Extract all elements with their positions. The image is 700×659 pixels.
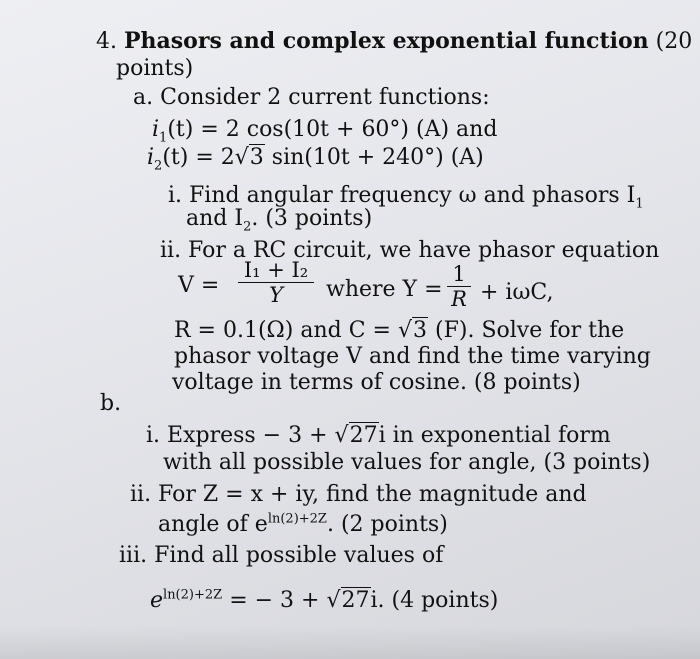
current-i2-equation: $i_2(t) = 2√3$ sin(10t + 240°) (A) (147, 145, 484, 174)
part-b-sub-i-line2: with all possible values for angle, (3 points) (163, 450, 651, 475)
eq-v-lhs: V = (178, 273, 220, 298)
part-b-sub-iii-line2: $e^{ln(2)+2Z}$ = − 3 + √27i. (4 points) (150, 587, 499, 613)
problem-number: 4. (96, 29, 117, 54)
sqrt-symbol: √3 (398, 318, 428, 343)
part-b-sub-iii-line1: iii. Find all possible values of (119, 543, 444, 568)
part-a-sub-ii-line1: ii. For a RC circuit, we have phasor equation (160, 238, 660, 263)
part-a-sub-i-line2: and $I_2$. (3 points) (186, 206, 373, 235)
part-b-label: b. (100, 391, 122, 416)
problem-title: Phasors and complex exponential function (124, 28, 649, 54)
problem-points-open: (20 (655, 29, 693, 54)
page-shadow (0, 625, 700, 659)
part-a-intro-line (133, 85, 490, 111)
eq-where-y: where Y = (326, 277, 443, 302)
sqrt-symbol: √27 (334, 423, 378, 448)
fraction-one-over-r: 1 R (447, 262, 471, 311)
part-a-sub-ii-line3: R = 0.1(Ω) and C = √3 (F). Solve for the (174, 318, 625, 343)
problem-points-close: points) (116, 56, 194, 81)
fraction-currents-over-y: I₁ + I₂ Y (238, 258, 314, 307)
part-a-sub-ii-line4: phasor voltage V and find the time varying (174, 344, 651, 369)
part-b-sub-i-line1: i. Express − 3 + √27i in exponential form (146, 423, 611, 448)
part-a-intro: Consider 2 current functions: (160, 85, 490, 110)
part-a-label: a. (133, 85, 154, 110)
part-a-sub-ii-line5: voltage in terms of cosine. (8 points) (172, 370, 581, 395)
problem-heading (96, 28, 692, 55)
part-b-sub-ii-line1: ii. For Z = x + iy, find the magnitude and (130, 482, 587, 507)
part-b-sub-ii-line2: angle of $e^{ln(2)+2Z}$. (2 points) (158, 511, 448, 537)
sqrt-symbol: √27 (326, 588, 370, 613)
current-i1-equation: $i_1(t) = 2$ cos(10t + 60°) (A) and (152, 117, 498, 146)
sqrt-symbol: √3 (234, 145, 264, 170)
eq-tail: + iωC, (480, 280, 554, 305)
part-a-sub-i-line1: i. Find angular frequency ω and phasors $I_1$ (168, 183, 644, 212)
